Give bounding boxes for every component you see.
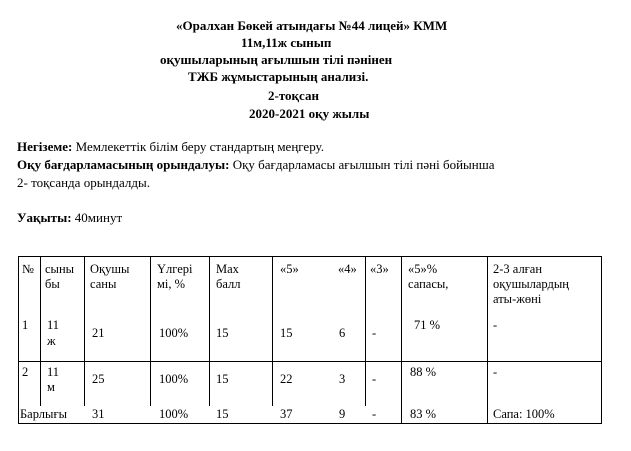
row-2-num: 2 bbox=[22, 365, 29, 379]
row-1-quality: 71 % bbox=[414, 318, 441, 332]
table-border-row2 bbox=[18, 361, 602, 362]
total-four: 9 bbox=[339, 407, 346, 421]
row-2-students: 25 bbox=[92, 372, 105, 386]
table-border-top bbox=[18, 256, 602, 257]
row-1-max: 15 bbox=[216, 326, 229, 340]
row-1-class: ж bbox=[47, 334, 56, 348]
row-1-five: 15 bbox=[280, 326, 293, 340]
row-2-low: - bbox=[493, 365, 498, 379]
table-col-divider bbox=[487, 256, 488, 424]
row-1-num: 1 bbox=[22, 318, 29, 332]
header-max: балл bbox=[216, 277, 241, 291]
time-label: Уақыты: bbox=[17, 210, 72, 225]
total-label: Барлығы bbox=[20, 407, 67, 421]
results-table bbox=[18, 256, 602, 424]
title-line-6: 2020-2021 оқу жылы bbox=[249, 106, 370, 121]
program-paragraph-cont: 2- тоқсанда орындалды. bbox=[17, 175, 150, 190]
header-quality: «5»% bbox=[408, 262, 438, 276]
table-col-divider bbox=[40, 256, 41, 406]
program-paragraph bbox=[17, 156, 495, 174]
header-five: «5» bbox=[280, 262, 299, 276]
time-value: 40минут bbox=[71, 210, 123, 225]
title-line-2: 11м,11ж сынып bbox=[241, 35, 332, 50]
total-students: 31 bbox=[92, 407, 105, 421]
table-col-divider bbox=[401, 256, 402, 424]
row-2-four: 3 bbox=[339, 372, 346, 386]
row-2-quality: 88 % bbox=[410, 365, 437, 379]
row-1-four: 6 bbox=[339, 326, 346, 340]
row-1-class: 11 bbox=[47, 318, 60, 332]
title-line-5: 2-тоқсан bbox=[268, 88, 319, 103]
header-four: «4» bbox=[338, 262, 357, 276]
row-2-three: - bbox=[372, 372, 377, 386]
header-progress: мі, % bbox=[157, 277, 186, 291]
header-students: Оқушы bbox=[90, 262, 130, 276]
total-quality: 83 % bbox=[410, 407, 437, 421]
header-low: аты-жөні bbox=[493, 292, 542, 306]
total-five: 37 bbox=[280, 407, 293, 421]
header-quality: сапасы, bbox=[408, 277, 449, 291]
title-line-3: оқушыларының ағылшын тілі пәнінен bbox=[160, 52, 393, 67]
table-border-right bbox=[601, 256, 602, 424]
basis-text: Мемлекеттік білім беру стандартың меңгеру. bbox=[72, 139, 324, 154]
row-2-progress: 100% bbox=[159, 372, 189, 386]
table-border-left bbox=[18, 256, 19, 424]
header-students: саны bbox=[90, 277, 117, 291]
table-col-divider bbox=[365, 256, 366, 406]
program-text: Оқу бағдарламасы ағылшын тілі пәні бойынша bbox=[229, 157, 495, 172]
header-progress: Үлгері bbox=[157, 262, 193, 276]
basis-label: Негіземе: bbox=[17, 139, 73, 154]
table-col-divider bbox=[150, 256, 151, 406]
header-class: сыны bbox=[45, 262, 75, 276]
row-1-students: 21 bbox=[92, 326, 105, 340]
program-label: Оқу бағдарламасының орындалуы: bbox=[17, 157, 230, 172]
total-low: Сапа: 100% bbox=[493, 407, 555, 421]
row-1-three: - bbox=[372, 326, 377, 340]
row-2-five: 22 bbox=[280, 372, 293, 386]
row-1-progress: 100% bbox=[159, 326, 189, 340]
header-three: «3» bbox=[370, 262, 389, 276]
header-max: Мах bbox=[216, 262, 239, 276]
header-class: бы bbox=[45, 277, 60, 291]
total-progress: 100% bbox=[159, 407, 189, 421]
total-max: 15 bbox=[216, 407, 229, 421]
title-line-1: «Оралхан Бөкей атындағы №44 лицей» КММ bbox=[176, 18, 448, 33]
table-col-divider bbox=[209, 256, 210, 406]
title-line-4: ТЖБ жұмыстарының анализі. bbox=[188, 69, 369, 84]
header-low: оқушылардың bbox=[493, 277, 569, 291]
row-1-low: - bbox=[493, 318, 498, 332]
time-paragraph bbox=[17, 209, 122, 227]
row-2-class: м bbox=[47, 380, 55, 394]
table-col-divider bbox=[84, 256, 85, 406]
header-num: № bbox=[22, 262, 34, 276]
table-border-bottom bbox=[18, 423, 602, 424]
header-low: 2-3 алған bbox=[493, 262, 543, 276]
table-col-divider bbox=[272, 256, 273, 406]
basis-paragraph bbox=[17, 138, 324, 156]
total-three: - bbox=[372, 407, 377, 421]
row-2-class: 11 bbox=[47, 365, 60, 379]
row-2-max: 15 bbox=[216, 372, 229, 386]
